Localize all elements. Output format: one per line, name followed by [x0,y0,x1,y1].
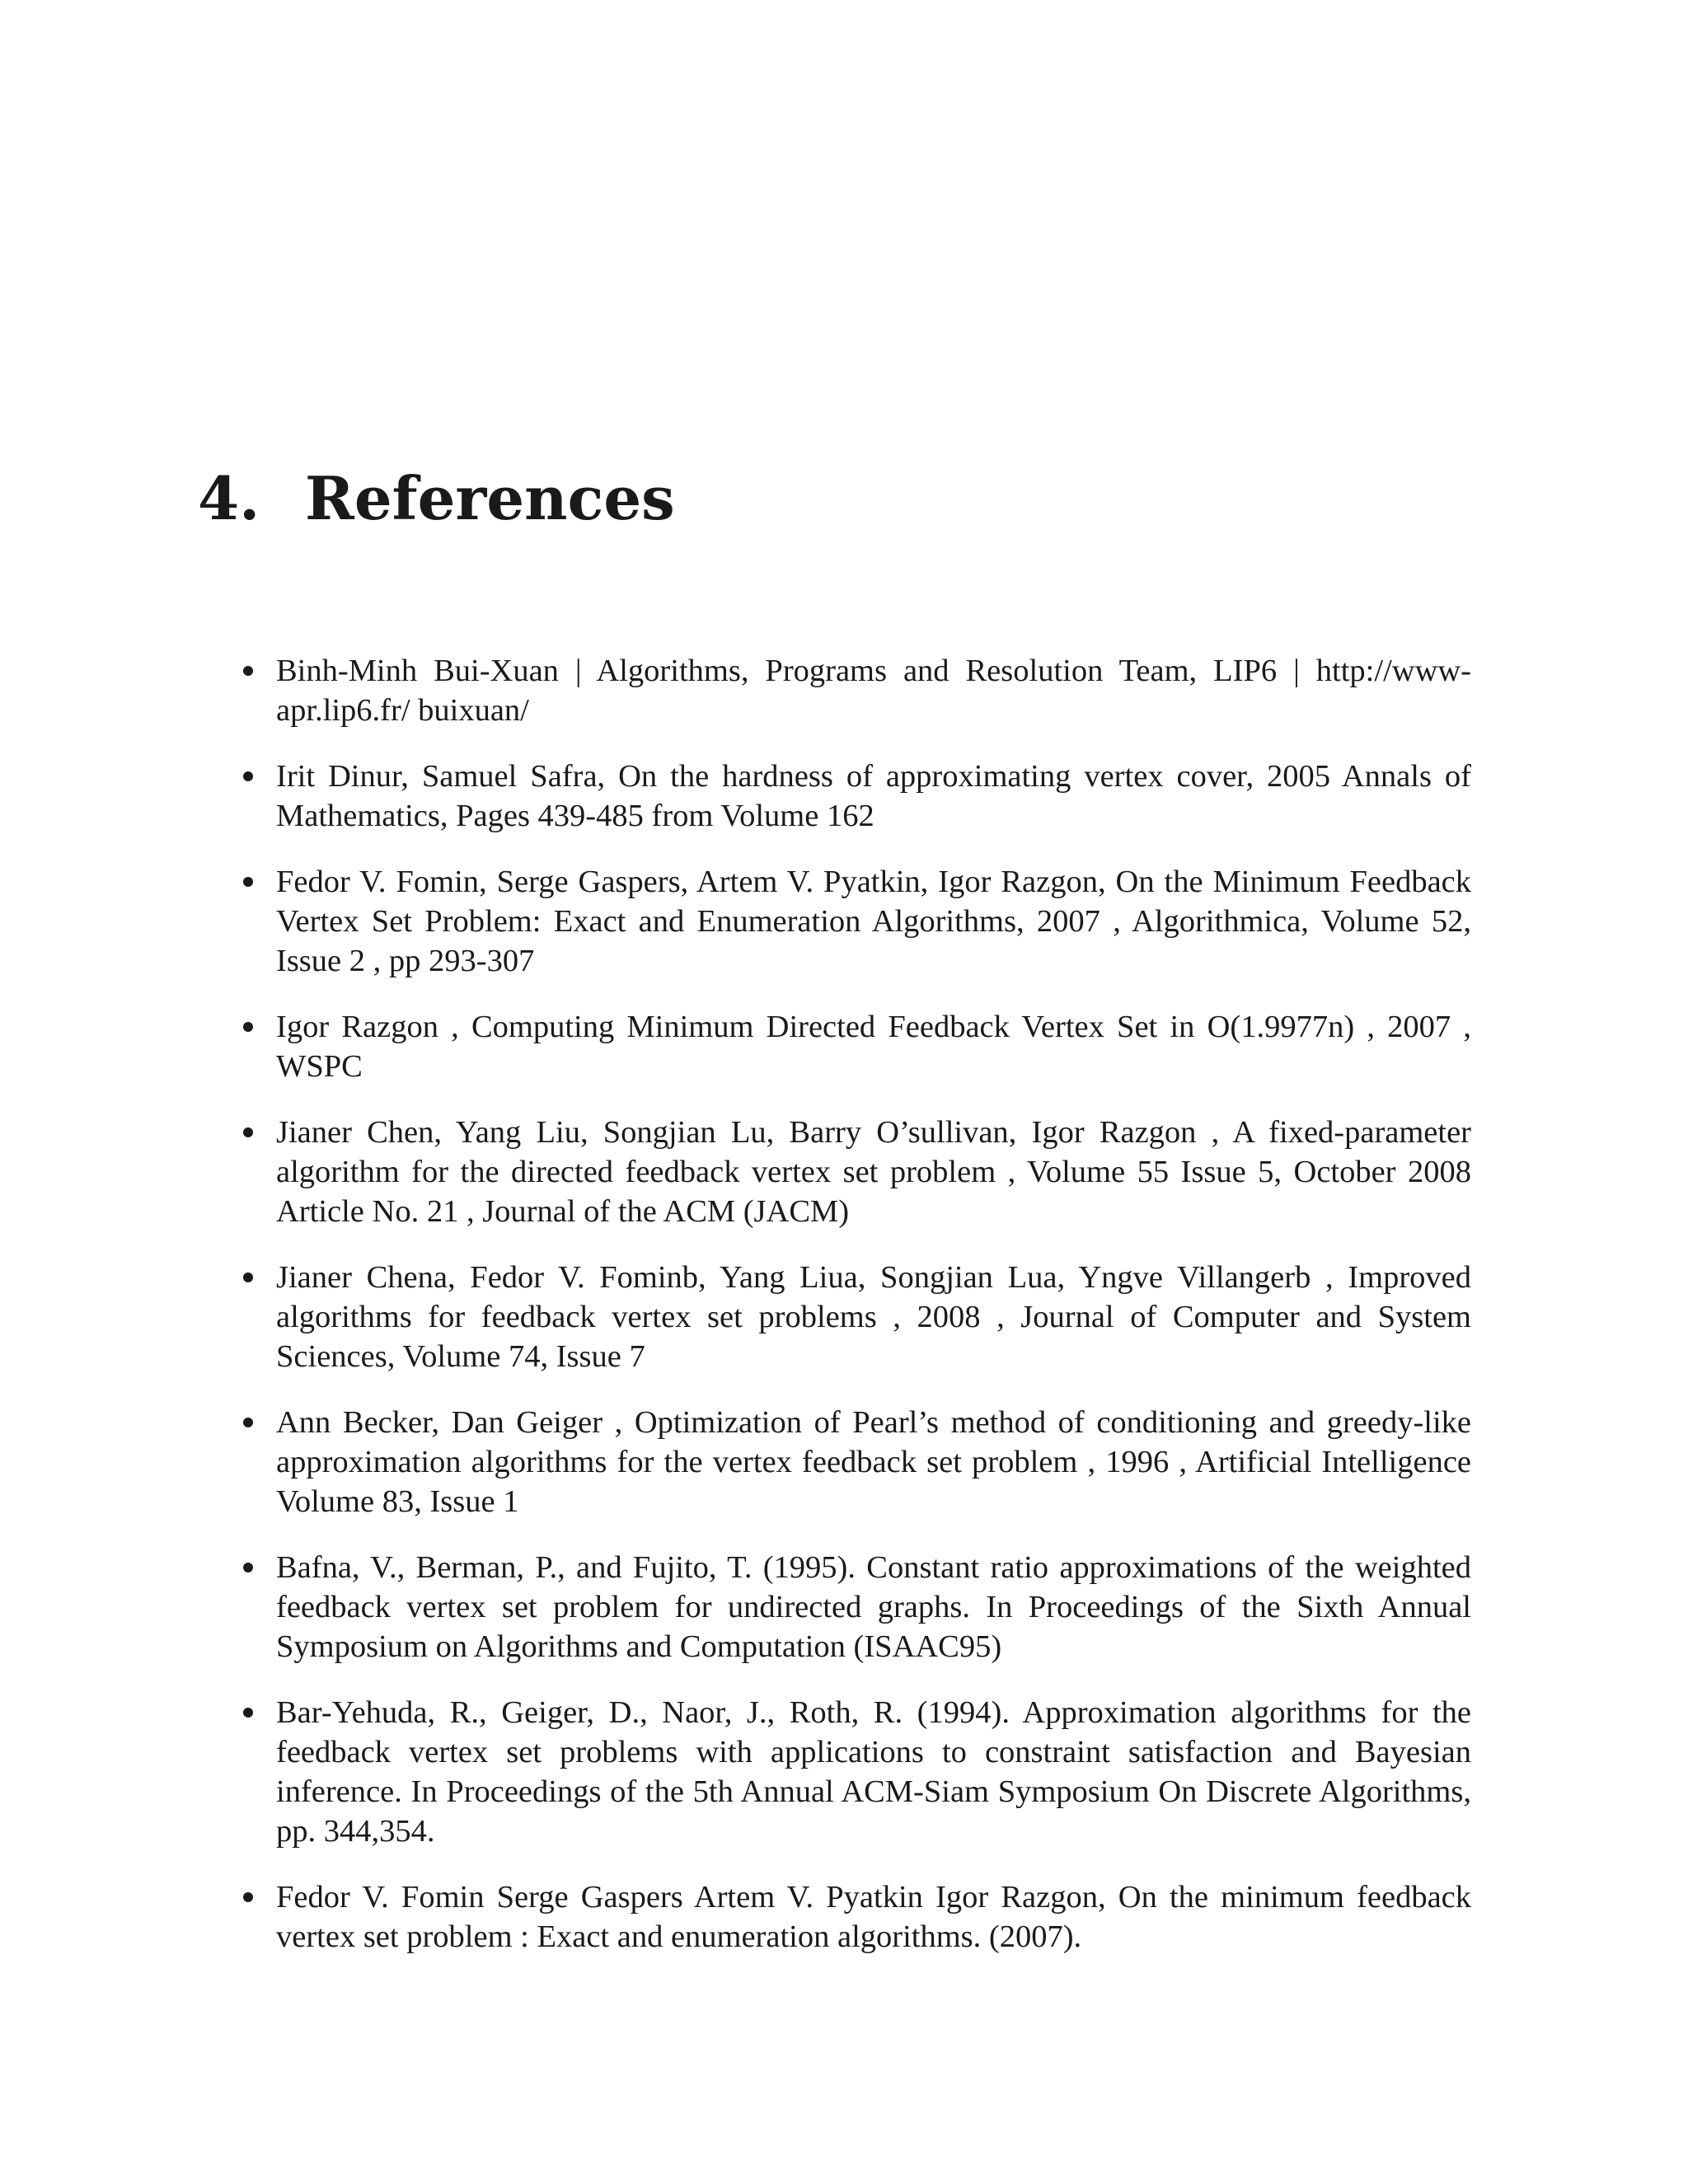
reference-item [243,1007,1471,1086]
reference-item [243,862,1471,981]
reference-item [243,1877,1471,1957]
section-heading [198,462,675,536]
reference-text: Jianer Chen, Yang Liu, Songjian Lu, Barry O’sullivan, Igor Razgon , A fixed-parameter algorithm for the directed feedback vertex set problem , Volume 55 Issue 5, October 2008 Article No. 21 , Journal of the ACM (JACM) [276,1115,1471,1229]
reference-item [243,1548,1471,1666]
section-title: References [305,463,675,533]
bullet-icon [243,1708,253,1718]
reference-text: Fedor V. Fomin Serge Gaspers Artem V. Pyatkin Igor Razgon, On the minimum feedback vertex set problem : Exact and enumeration algorithms. (2007). [276,1880,1471,1954]
reference-text: Bafna, V., Berman, P., and Fujito, T. (1995). Constant ratio approximations of the weighted feedback vertex set problem for undirected graphs. In Proceedings of the Sixth Annual Symposium on Algorithms and Computation (ISAAC95) [276,1550,1471,1664]
reference-item [243,1258,1471,1376]
reference-item [243,1693,1471,1851]
bullet-icon [243,1127,253,1137]
reference-item [243,651,1471,730]
reference-text: Jianer Chena, Fedor V. Fominb, Yang Liua, Songjian Lua, Yngve Villangerb , Improved algorithms for feedback vertex set problems , 2008 , Journal of Computer and System Sciences, Volume 74, Issue 7 [276,1260,1471,1374]
reference-text: Igor Razgon , Computing Minimum Directed Feedback Vertex Set in O(1.9977n) , 2007 , WSPC [276,1010,1471,1084]
reference-text: Binh-Minh Bui-Xuan | Algorithms, Programs and Resolution Team, LIP6 | http://www-apr.lip6.fr/ buixuan/ [276,654,1471,728]
bullet-icon [243,877,253,887]
reference-item [243,1403,1471,1521]
bullet-icon [243,666,253,676]
reference-text: Ann Becker, Dan Geiger , Optimization of Pearl’s method of conditioning and greedy-like approximation algorithms for the vertex feedback set problem , 1996 , Artificial Intelligence Volume 83, Issue 1 [276,1405,1471,1519]
bullet-icon [243,1022,253,1032]
bullet-icon [243,771,253,781]
reference-text: Bar-Yehuda, R., Geiger, D., Naor, J., Roth, R. (1994). Approximation algorithms for the feedback vertex set problems with applications to constraint satisfaction and Bayesian inference. In Proceedings of the 5th Annual ACM-Siam Symposium On Discrete Algorithms, pp. 344,354. [276,1695,1471,1849]
reference-list [243,651,1471,1983]
reference-text: Fedor V. Fomin, Serge Gaspers, Artem V. Pyatkin, Igor Razgon, On the Minimum Feedback Vertex Set Problem: Exact and Enumeration Algorithms, 2007 , Algorithmica, Volume 52, Issue 2 , pp 293-307 [276,865,1471,978]
reference-item [243,757,1471,836]
bullet-icon [243,1892,253,1902]
bullet-icon [243,1418,253,1427]
reference-text: Irit Dinur, Samuel Safra, On the hardness of approximating vertex cover, 2005 Annals of Mathematics, Pages 439-485 from Volume 162 [276,759,1471,833]
section-number: 4. [198,463,260,533]
bullet-icon [243,1563,253,1572]
bullet-icon [243,1272,253,1282]
reference-item [243,1113,1471,1231]
